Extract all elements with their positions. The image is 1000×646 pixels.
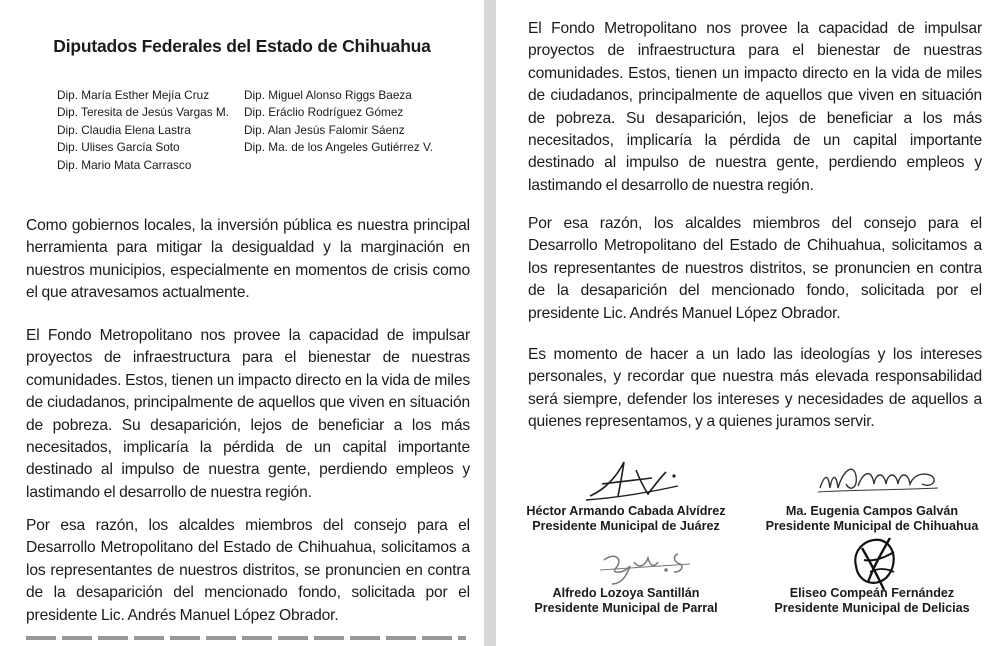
deputy-name: Dip. Ulises García Soto — [57, 140, 180, 155]
signature-lozoya — [510, 586, 742, 616]
signatory-name: Héctor Armando Cabada Alvídrez — [526, 504, 726, 518]
document-heading: Diputados Federales del Estado de Chihuahua — [53, 36, 431, 56]
signatory-title: Presidente Municipal de Juárez — [532, 518, 720, 533]
paragraph-por-esa-razon: Por esa razón, los alcaldes miembros del consejo para el Desarrollo Metropolitano del Estado de Chihuahua, solicitamos a los representantes de nuestros distritos, se pronuncien en contra de la desaparición del mencionado fondo, solicitada por el presidente Lic. Andrés Manuel López Obrador. — [528, 215, 982, 322]
deputy-name: Dip. Teresita de Jesús Vargas M. — [57, 105, 230, 120]
signatory-title: Presidente Municipal de Delicias — [774, 600, 970, 615]
deputy-name: Dip. María Esther Mejía Cruz — [57, 88, 210, 102]
deputies-list-right — [244, 87, 433, 157]
deputy-name: Dip. Alan Jesús Falomir Sáenz — [244, 122, 405, 137]
signature-cabada — [510, 504, 742, 534]
deputies-list-left — [57, 87, 229, 174]
signatory-title: Presidente Municipal de Chihuahua — [765, 518, 979, 533]
deputy-name: Dip. Mario Mata Carrasco — [57, 157, 192, 172]
cut-off-text-line — [26, 636, 466, 640]
signature-campos-graphic — [814, 458, 944, 502]
deputy-name: Dip. Claudia Elena Lastra — [57, 122, 191, 137]
left-page — [0, 0, 484, 646]
signatory-title: Presidente Municipal de Parral — [534, 600, 718, 615]
paragraph-es-momento: Es momento de hacer a un lado las ideologías y los intereses personales, y recordar que nuestra más elevada responsabilidad será siempre, defender los intereses y necesidades de aquellos a quienes representamos, y a quienes juramos servir. — [528, 346, 982, 431]
deputy-name: Dip. Ma. de los Angeles Gutiérrez V. — [244, 140, 434, 155]
signatory-name: Eliseo Compeán Fernández — [789, 586, 955, 600]
deputy-name: Dip. Miguel Alonso Riggs Baeza — [244, 88, 412, 102]
paragraph-fondo-metropolitano: El Fondo Metropolitano nos provee la capacidad de impulsar proyectos de infraestructura para el bienestar de nuestras comunidades. Estos, tienen un impacto directo en la vida de miles de ciudadanos, principalmente de aquellos que viven en situación de pobreza. Su desaparición, lejos de beneficiar a los más necesitados, implicaría la pérdida de un capital importante destinado al impulso de nuestra gente, perdiendo empleos y lastimando el desarrollo de nuestra región. — [26, 327, 470, 501]
paragraph-por-esa-razon: Por esa razón, los alcaldes miembros del consejo para el Desarrollo Metropolitano del Estado de Chihuahua, solicitamos a los representantes de nuestros distritos, se pronuncien en contra de la desaparición del mencionado fondo, solicitada por el presidente Lic. Andrés Manuel López Obrador. — [26, 517, 470, 624]
signature-compean — [750, 586, 994, 616]
paragraph-fondo-metropolitano: El Fondo Metropolitano nos provee la capacidad de impulsar proyectos de infraestructura para el bienestar de nuestras comunidades. Estos, tienen un impacto directo en la vida de miles de ciudadanos, principalmente de aquellos que viven en situación de pobreza. Su desaparición, lejos de beneficiar a los más necesitados, implicaría la pérdida de un capital importante destinado al impulso de nuestra gente, perdiendo empleos y lastimando el desarrollo de nuestra región. — [528, 20, 982, 194]
signatory-name: Alfredo Lozoya Santillán — [552, 586, 700, 600]
signatory-name: Ma. Eugenia Campos Galván — [785, 504, 959, 518]
deputy-name: Dip. Eráclio Rodríguez Gómez — [244, 105, 404, 120]
signature-campos — [750, 504, 994, 534]
right-page — [496, 0, 1000, 646]
paragraph-inversion-publica: Como gobiernos locales, la inversión pública es nuestra principal herramienta para mitigar la desigualdad y la marginación en nuestros municipios, especialmente en momentos de crisis como el que atravesamos actualmente. — [26, 217, 470, 302]
signature-cabada-graphic — [582, 456, 692, 506]
signature-lozoya-graphic — [594, 544, 704, 588]
